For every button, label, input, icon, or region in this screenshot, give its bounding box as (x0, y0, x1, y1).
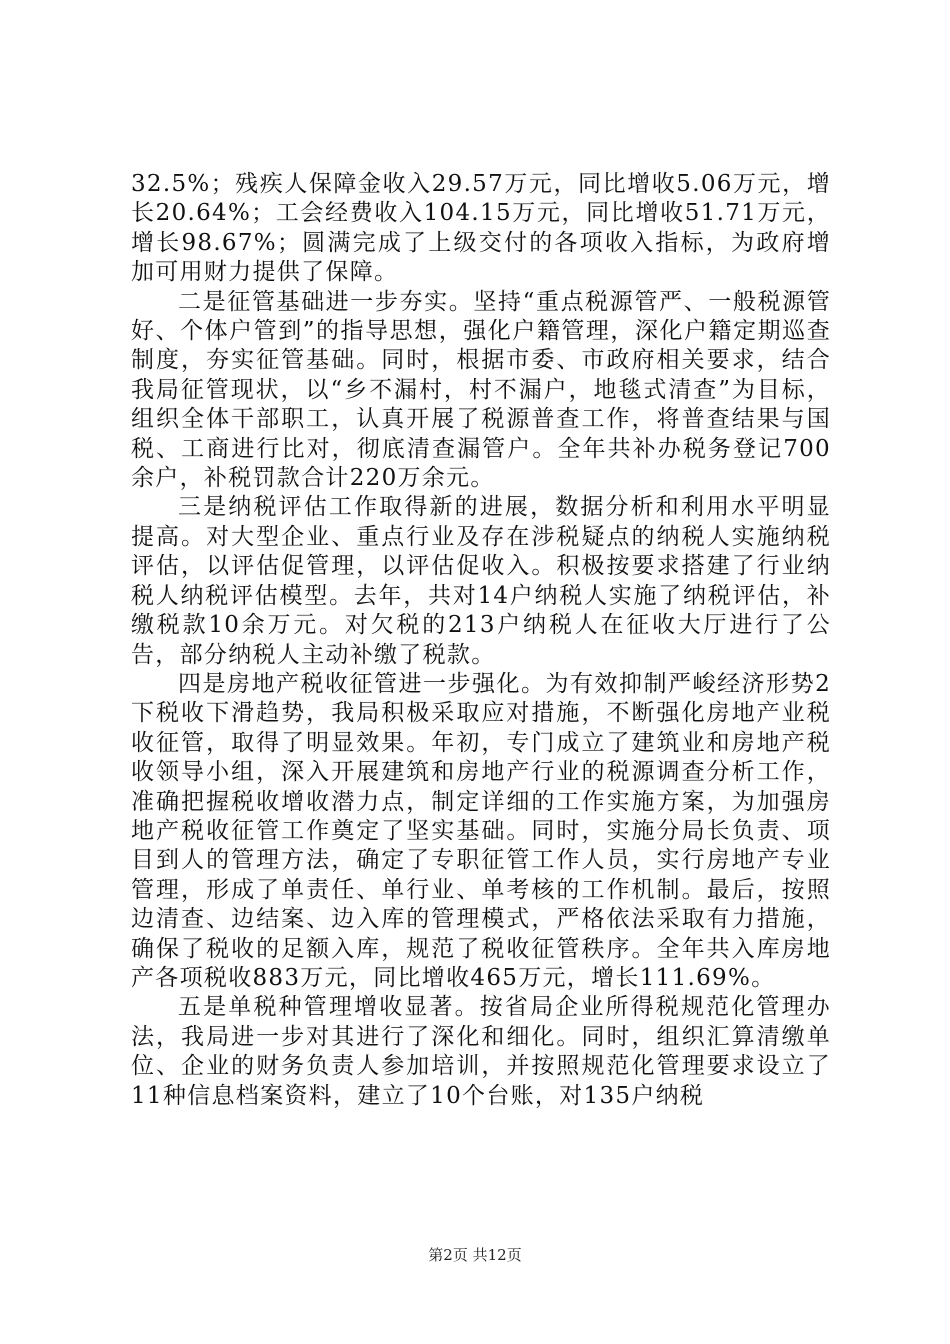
paragraph-tax-assessment: 三是纳税评估工作取得新的进展，数据分析和利用水平明显提高。对大型企业、重点行业及存在涉税疑点的纳税人实施纳税评估，以评估促管理，以评估促收入。积极按要求搭建了行业纳税人纳税评估模型。去年，共对14户纳税人实施了纳税评估，补缴税款10余万元。对欠税的213户纳税人在征收大厅进行了公告，部分纳税人主动补缴了税款。 (131, 494, 831, 668)
paragraph-single-tax: 五是单税种管理增收显著。按省局企业所得税规范化管理办法，我局进一步对其进行了深化和细化。同时，组织汇算清缴单位、企业的财务负责人参加培训，并按照规范化管理要求设立了11种信息档案资料，建立了10个台账，对135户纳税 (131, 994, 831, 1109)
paragraph-continuation: 32.5%；残疾人保障金收入29.57万元，同比增收5.06万元，增长20.64%；工会经费收入104.15万元，同比增收51.71万元，增长98.67%；圆满完成了上级交付的各项收入指标，为政府增加可用财力提供了保障。 (131, 171, 831, 286)
body-text (131, 170, 831, 1111)
page-footer: 第2页 共12页 (428, 1246, 522, 1264)
paragraph-collection-base: 二是征管基础进一步夯实。坚持“重点税源管严、一般税源管好、个体户管到”的指导思想，强化户籍管理，深化户籍定期巡查制度，夯实征管基础。同时，根据市委、市政府相关要求，结合我局征管现状，以“乡不漏村，村不漏户，地毯式清查”为目标，组织全体干部职工，认真开展了税源普查工作，将普查结果与国税、工商进行比对，彻底清查漏管户。全年共补办税务登记700余户，补税罚款合计220万余元。 (131, 288, 831, 492)
paragraph-real-estate: 四是房地产税收征管进一步强化。为有效抑制严峻经济形势2下税收下滑趋势，我局积极采取应对措施，不断强化房地产业税收征管，取得了明显效果。年初，专门成立了建筑业和房地产税收领导小组，深入开展建筑和房地产行业的税源调查分析工作，准确把握税收增收潜力点，制定详细的工作实施方案，为加强房地产税收征管工作奠定了坚实基础。同时，实施分局长负责、项目到人的管理方法，确定了专职征管工作人员，实行房地产专业管理，形成了单责任、单行业、单考核的工作机制。最后，按照边清查、边结案、边入库的管理模式，严格依法采取有力措施，确保了税收的足额入库，规范了税收征管秩序。全年共入库房地产各项税收883万元，同比增收465万元，增长111.69%。 (131, 670, 831, 991)
